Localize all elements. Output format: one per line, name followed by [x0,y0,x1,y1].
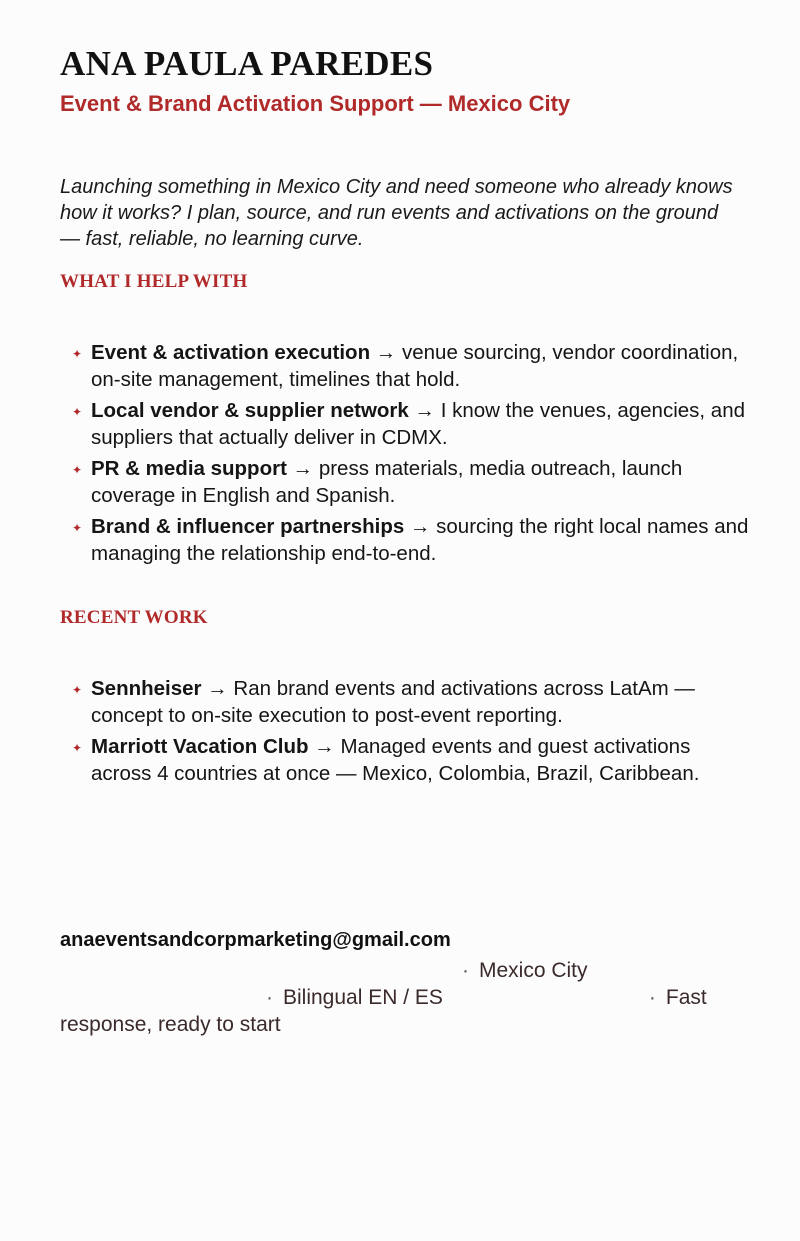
list-item [72,513,752,567]
contact-location: Mexico City [479,959,588,982]
contact-availability: Fast response, ready to start [60,986,707,1036]
item-title: Sennheiser [91,677,202,700]
item-text: → I know the venues, agencies, and suppliers that actually deliver in CDMX. [91,399,745,449]
item-text: → press materials, media outreach, launch coverage in English and Spanish. [91,457,683,507]
section-heading-help: WHAT I HELP WITH [60,271,248,292]
contact-email[interactable]: anaeventsandcorpmarketing@gmail.com [60,929,451,951]
item-text: → Managed events and guest activations across 4 countries at once — Mexico, Colombia, Brazil, Caribbean. [91,735,700,785]
star-bullet-icon: ✦ [72,521,83,535]
list-item [72,339,752,393]
list-item [72,455,752,509]
item-title: Event & activation execution [91,341,371,364]
star-bullet-icon: ✦ [72,741,83,755]
contact-details [60,957,740,1038]
help-list [72,339,752,571]
item-title: Marriott Vacation Club [91,735,309,758]
item-title: PR & media support [91,457,287,480]
list-item [72,675,752,729]
candidate-name: ANA PAULA PAREDES [60,44,434,83]
list-item [72,733,752,787]
section-heading-work: RECENT WORK [60,607,208,628]
star-bullet-icon: ✦ [72,463,83,477]
star-bullet-icon: ✦ [72,405,83,419]
item-text: → Ran brand events and activations across LatAm — concept to on-site execution to post-event reporting. [91,677,695,727]
star-bullet-icon: ✦ [72,683,83,697]
separator-dot: · [266,986,273,1009]
star-bullet-icon: ✦ [72,347,83,361]
item-title: Local vendor & supplier network [91,399,409,422]
headline-subtitle: Event & Brand Activation Support — Mexico City [60,91,571,116]
work-list [72,675,752,791]
item-text: → sourcing the right local names and managing the relationship end-to-end. [91,515,749,565]
item-text: → venue sourcing, vendor coordination, on-site management, timelines that hold. [91,341,739,391]
separator-dot: · [648,986,656,1009]
item-title: Brand & influencer partnerships [91,515,405,538]
intro-paragraph: Launching something in Mexico City and need someone who already knows how it works? I plan, source, and run events and activations on the ground — fast, reliable, no learning curve. [60,176,733,250]
contact-languages: Bilingual EN / ES [283,986,443,1009]
list-item [72,397,752,451]
separator-dot: · [462,959,469,982]
